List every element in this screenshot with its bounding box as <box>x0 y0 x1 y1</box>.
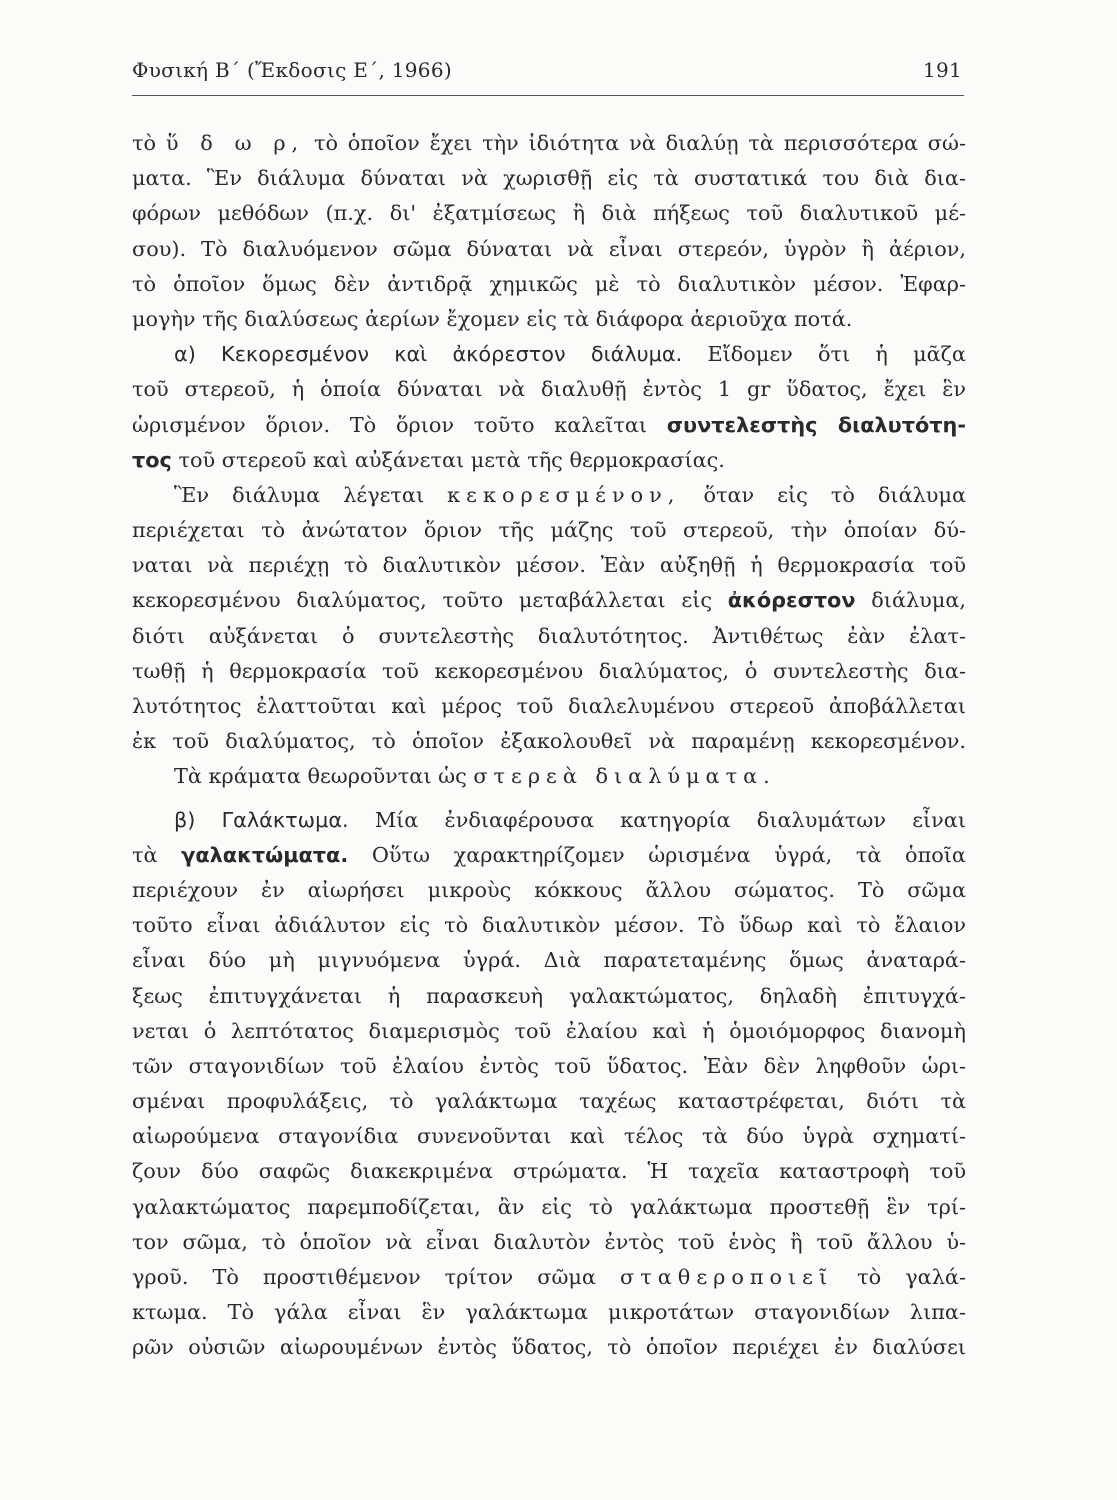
page-header <box>132 58 962 82</box>
text-line: εἶναι δύο μὴ μιγνυόμενα ὑγρά. Διὰ παρατεταμένης ὅμως ἀναταρά- <box>132 948 966 973</box>
text-line: β) Γαλάκτωμα. Μία ἐνδιαφέρουσα κατηγορία διαλυμάτων εἶναι <box>174 807 966 832</box>
text-line: λυτότητος ἐλαττοῦται καὶ μέρος τοῦ διαλελυμένου στερεοῦ ἀποβάλλεται <box>132 694 966 718</box>
running-title: Φυσική Β΄ (Ἔκδοσις Ε΄, 1966) <box>132 58 452 82</box>
text-line: ματα. Ἓν διάλυμα δύναται νὰ χωρισθῇ εἰς τὰ συστατικά του διὰ δια- <box>132 166 966 191</box>
text-line: α) Κεκορεσμένον καὶ ἀκόρεστον διάλυμα. Εἴδομεν ὅτι ἡ μᾶζα <box>174 342 966 367</box>
text-line: τὰ γαλακτώματα. Οὕτω χαρακτηρίζομεν ὡρισμένα ὑγρά, τὰ ὁποῖα <box>132 842 966 867</box>
text-line: αἰωρούμενα σταγονίδια συνενοῦνται καὶ τέλος τὰ δύο ὑγρὰ σχηματί- <box>132 1124 966 1149</box>
text-line: κτωμα. Τὸ γάλα εἶναι ἓν γαλάκτωμα μικροτάτων σταγονιδίων λιπα- <box>132 1300 966 1325</box>
term-bold: τος <box>132 447 172 472</box>
text-line: σμέναι προφυλάξεις, τὸ γαλάκτωμα ταχέως καταστρέφεται, διότι τὰ <box>132 1089 966 1114</box>
text-line: τῶν σταγονιδίων τοῦ ἐλαίου ἐντὸς τοῦ ὕδατος. Ἐὰν δὲν ληφθοῦν ὡρι- <box>132 1053 966 1078</box>
text-line: γαλακτώματος παρεμποδίζεται, ἂν εἰς τὸ γαλάκτωμα προστεθῇ ἓν τρί- <box>132 1194 966 1219</box>
text-line: τωθῇ ἡ θερμοκρασία τοῦ κεκορεσμένου διαλύματος, ὁ συντελεστὴς δια- <box>132 658 966 683</box>
text-line: τον σῶμα, τὸ ὁποῖον νὰ εἶναι διαλυτὸν ἐντὸς τοῦ ἑνὸς ἢ τοῦ ἄλλου ὑ- <box>132 1229 966 1254</box>
section-heading-b: β) Γαλάκτωμα. <box>174 807 349 832</box>
text-line: ναται νὰ περιέχῃ τὸ διαλυτικὸν μέσον. Ἐὰν αὐξηθῇ ἡ θερμοκρασία τοῦ <box>132 553 966 578</box>
text-line: ἐκ τοῦ διαλύματος, τὸ ὁποῖον ἐξακολουθεῖ νὰ παραμένῃ κεκορεσμένον. <box>132 729 966 754</box>
text-line: ζουν δύο σαφῶς διακεκριμένα στρώματα. Ἡ ταχεῖα καταστροφὴ τοῦ <box>132 1159 966 1184</box>
text-line: τοῦ στερεοῦ, ἡ ὁποία δύναται νὰ διαλυθῇ ἐντὸς 1 gr ὕδατος, ἔχει ἓν <box>132 377 966 402</box>
text-line: περιέχεται τὸ ἀνώτατον ὅριον τῆς μάζης τοῦ στερεοῦ, τὴν ὁποίαν δύ- <box>132 518 966 543</box>
text-line: Ἓν διάλυμα λέγεται κεκορεσμένον, ὅταν εἰς τὸ διάλυμα <box>174 482 966 507</box>
text-line: φόρων μεθόδων (π.χ. δι' ἐξατμίσεως ἢ διὰ πήξεως τοῦ διαλυτικοῦ μέ- <box>132 201 966 226</box>
text-line: ρῶν οὐσιῶν αἰωρουμένων ἐντὸς ὕδατος, τὸ ὁποῖον περιέχει ἐν διαλύσει <box>132 1335 966 1360</box>
text-line: ὡρισμένον ὅριον. Τὸ ὅριον τοῦτο καλεῖται συντελεστὴς διαλυτότη- <box>132 412 966 437</box>
text-line: κεκορεσμένου διαλύματος, τοῦτο μεταβάλλεται εἰς ἀκόρεστον διάλυμα, <box>132 588 966 613</box>
text-line: Τὰ κράματα θεωροῦνται ὡς στερεὰ διαλύματα. <box>174 764 776 789</box>
text-line: διότι αὐξάνεται ὁ συντελεστὴς διαλυτότητος. Ἀντιθέτως ἐὰν ἐλατ- <box>132 623 966 648</box>
term-bold: συντελεστὴς διαλυτότη- <box>666 412 966 437</box>
term-bold: γαλακτώματα. <box>181 842 349 867</box>
text-line: τὸ ὁποῖον ὅμως δὲν ἀντιδρᾷ χημικῶς μὲ τὸ διαλυτικὸν μέσον. Ἐφαρ- <box>132 271 966 296</box>
section-heading-a: α) Κεκορεσμένον καὶ ἀκόρεστον διάλυμα. <box>174 342 683 367</box>
text-line: μογὴν τῆς διαλύσεως ἀερίων ἔχομεν εἰς τὰ διάφορα ἀεριοῦχα ποτά. <box>132 306 853 331</box>
text-line: σου). Τὸ διαλυόμενον σῶμα δύναται νὰ εἶναι στερεόν, ὑγρὸν ἢ ἀέριον, <box>132 236 966 261</box>
text-line: τος τοῦ στερεοῦ καὶ αὐξάνεται μετὰ τῆς θερμοκρασίας. <box>132 447 725 472</box>
header-rule <box>132 95 964 96</box>
text-line: ξεως ἐπιτυγχάνεται ἡ παρασκευὴ γαλακτώματος, δηλαδὴ ἐπιτυγχά- <box>132 983 966 1008</box>
text-line: γροῦ. Τὸ προστιθέμενον τρίτον σῶμα σταθεροποιεῖ τὸ γαλά- <box>132 1265 966 1289</box>
text-line: τοῦτο εἶναι ἀδιάλυτον εἰς τὸ διαλυτικὸν μέσον. Τὸ ὕδωρ καὶ τὸ ἔλαιον <box>132 913 966 938</box>
page-number: 191 <box>922 58 962 82</box>
term-bold: ἀκόρεστον <box>727 588 856 613</box>
body-text <box>132 126 966 1366</box>
text-line: περιέχουν ἐν αἰωρήσει μικροὺς κόκκους ἄλλου σώματος. Τὸ σῶμα <box>132 877 966 902</box>
text-line: νεται ὁ λεπτότατος διαμερισμὸς τοῦ ἐλαίου καὶ ἡ ὁμοιόμορφος διανομὴ <box>132 1018 966 1043</box>
text-line: τὸ ὕ δ ω ρ, τὸ ὁποῖον ἔχει τὴν ἰδιότητα νὰ διαλύῃ τὰ περισσότερα σώ- <box>132 131 966 155</box>
